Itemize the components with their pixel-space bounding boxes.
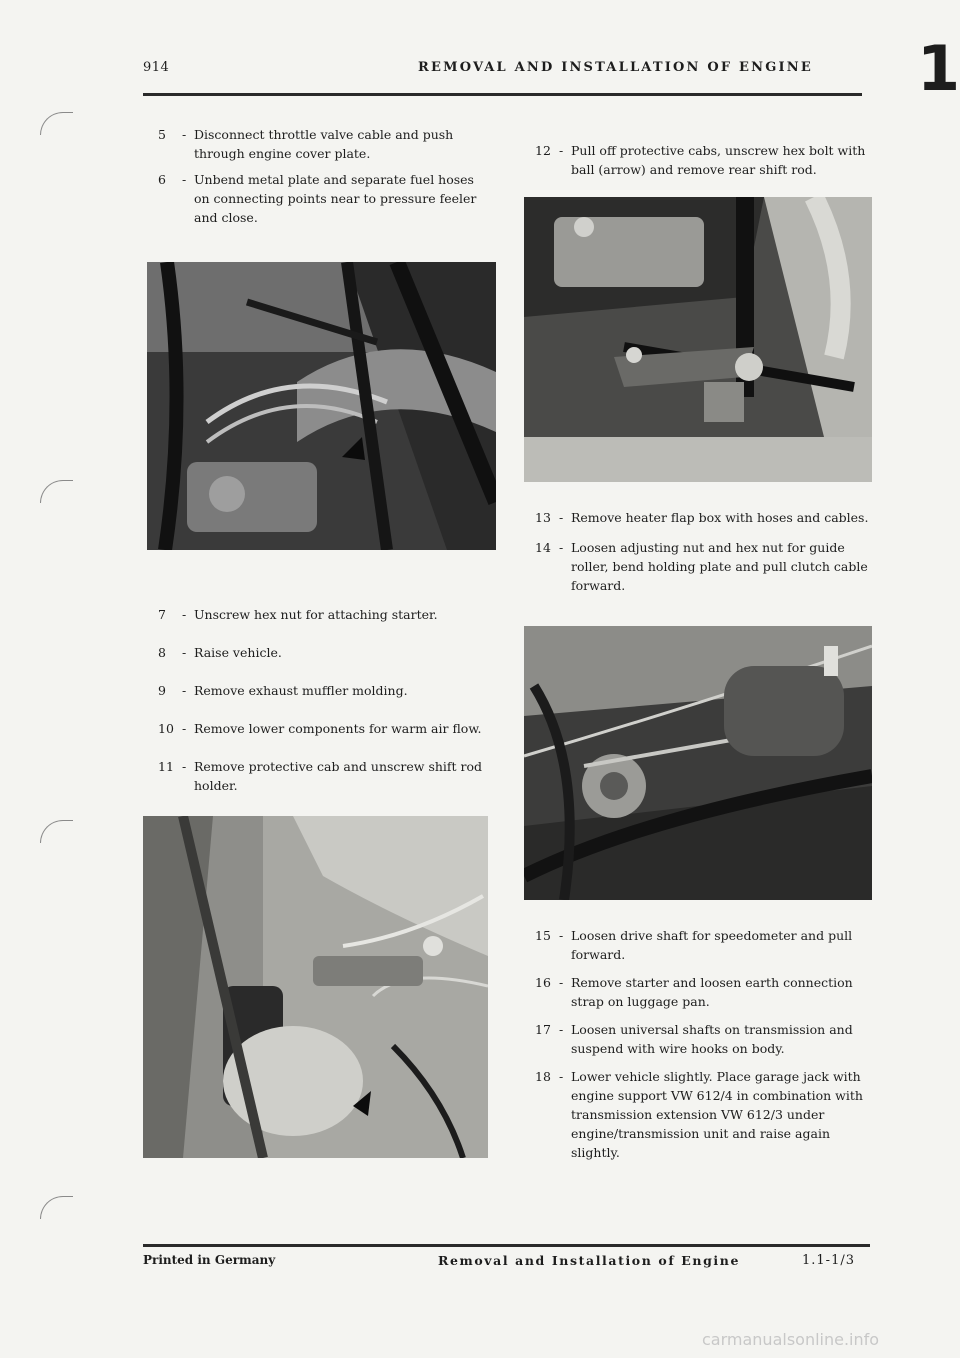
step-item: 13 - Remove heater flap box with hoses and cables. bbox=[535, 508, 875, 527]
step-number: 9 bbox=[158, 683, 166, 698]
step-number: 16 bbox=[535, 975, 551, 990]
photo-rear-shift-rod bbox=[524, 197, 872, 482]
punch-hole-mark bbox=[40, 1196, 73, 1219]
steps-group-15-18 bbox=[535, 926, 875, 1162]
step-item: 15 - Loosen drive shaft for speedometer and pull forward. bbox=[535, 926, 875, 964]
step-number: 8 bbox=[158, 645, 166, 660]
punch-hole-mark bbox=[40, 820, 73, 843]
step-item: 5 - Disconnect throttle valve cable and push through engine cover plate. bbox=[158, 125, 488, 163]
step-number: 10 bbox=[158, 721, 174, 736]
step-item: 10 - Remove lower components for warm air flow. bbox=[158, 719, 498, 738]
step-text: Unbend metal plate and separate fuel hoses on connecting points near to pressure feeler and close. bbox=[194, 172, 477, 225]
step-text: Remove exhaust muffler molding. bbox=[194, 683, 408, 698]
step-item: 16 - Remove starter and loosen earth connection strap on luggage pan. bbox=[535, 973, 875, 1011]
steps-group-5-6 bbox=[158, 125, 488, 227]
step-item: 6 - Unbend metal plate and separate fuel hoses on connecting points near to pressure feeler and close. bbox=[158, 170, 488, 227]
step-text: Lower vehicle slightly. Place garage jack with engine support VW 612/4 in combination with transmission extension VW 612/3 under engine/transmission unit and raise again slightly. bbox=[571, 1069, 863, 1160]
step-text: Loosen adjusting nut and hex nut for guide roller, bend holding plate and pull clutch cable forward. bbox=[571, 540, 868, 593]
footer-page-ref: 1.1-1/3 bbox=[802, 1253, 855, 1268]
step-text: Remove starter and loosen earth connection strap on luggage pan. bbox=[571, 975, 853, 1009]
step-number: 11 bbox=[158, 759, 174, 774]
step-text: Loosen universal shafts on transmission and suspend with wire hooks on body. bbox=[571, 1022, 853, 1056]
step-item: 17 - Loosen universal shafts on transmission and suspend with wire hooks on body. bbox=[535, 1020, 875, 1058]
photo-shift-rod-holder bbox=[143, 816, 488, 1158]
footer-rule bbox=[143, 1244, 870, 1247]
step-text: Remove lower components for warm air flow. bbox=[194, 721, 482, 736]
step-text: Unscrew hex nut for attaching starter. bbox=[194, 607, 438, 622]
step-item: 9 - Remove exhaust muffler molding. bbox=[158, 681, 498, 700]
photo-fuel-hoses bbox=[147, 262, 496, 550]
chapter-number: 1 bbox=[917, 32, 960, 105]
punch-hole-mark bbox=[40, 112, 73, 135]
step-text: Pull off protective cabs, unscrew hex bolt with ball (arrow) and remove rear shift rod. bbox=[571, 143, 866, 177]
page-number: 914 bbox=[143, 60, 170, 75]
step-number: 15 bbox=[535, 928, 551, 943]
steps-group-7-11 bbox=[158, 605, 498, 795]
step-item: 11 - Remove protective cab and unscrew shift rod holder. bbox=[158, 757, 498, 795]
step-number: 14 bbox=[535, 540, 551, 555]
step-item: 18 - Lower vehicle slightly. Place garage jack with engine support VW 612/4 in combination with transmission extension VW 612/3 under engine/transmission unit and raise again slightly. bbox=[535, 1067, 875, 1162]
step-number: 17 bbox=[535, 1022, 551, 1037]
step-text: Loosen drive shaft for speedometer and pull forward. bbox=[571, 928, 853, 962]
photo-clutch-cable bbox=[524, 626, 872, 900]
step-number: 7 bbox=[158, 607, 166, 622]
header-rule bbox=[143, 93, 862, 96]
step-number: 6 bbox=[158, 172, 166, 187]
step-text: Remove protective cab and unscrew shift rod holder. bbox=[194, 759, 483, 793]
step-number: 5 bbox=[158, 127, 166, 142]
step-number: 18 bbox=[535, 1069, 551, 1084]
step-item: 7 - Unscrew hex nut for attaching starter. bbox=[158, 605, 498, 624]
step-text: Disconnect throttle valve cable and push through engine cover plate. bbox=[194, 127, 454, 161]
page-header-title: REMOVAL AND INSTALLATION OF ENGINE bbox=[418, 60, 813, 75]
punch-hole-mark bbox=[40, 480, 73, 503]
step-text: Remove heater flap box with hoses and cables. bbox=[571, 510, 869, 525]
watermark-text: carmanualsonline.info bbox=[702, 1330, 880, 1349]
step-item: 14 - Loosen adjusting nut and hex nut for guide roller, bend holding plate and pull clutch cable forward. bbox=[535, 538, 875, 595]
footer-printed-in: Printed in Germany bbox=[143, 1253, 276, 1267]
step-item: 8 - Raise vehicle. bbox=[158, 643, 498, 662]
steps-group-12 bbox=[535, 141, 875, 179]
steps-group-13-14 bbox=[535, 508, 875, 595]
footer-section-title: Removal and Installation of Engine bbox=[438, 1253, 741, 1268]
step-text: Raise vehicle. bbox=[194, 645, 282, 660]
step-number: 13 bbox=[535, 510, 551, 525]
step-item: 12 - Pull off protective cabs, unscrew hex bolt with ball (arrow) and remove rear shift rod. bbox=[535, 141, 875, 179]
step-number: 12 bbox=[535, 143, 551, 158]
